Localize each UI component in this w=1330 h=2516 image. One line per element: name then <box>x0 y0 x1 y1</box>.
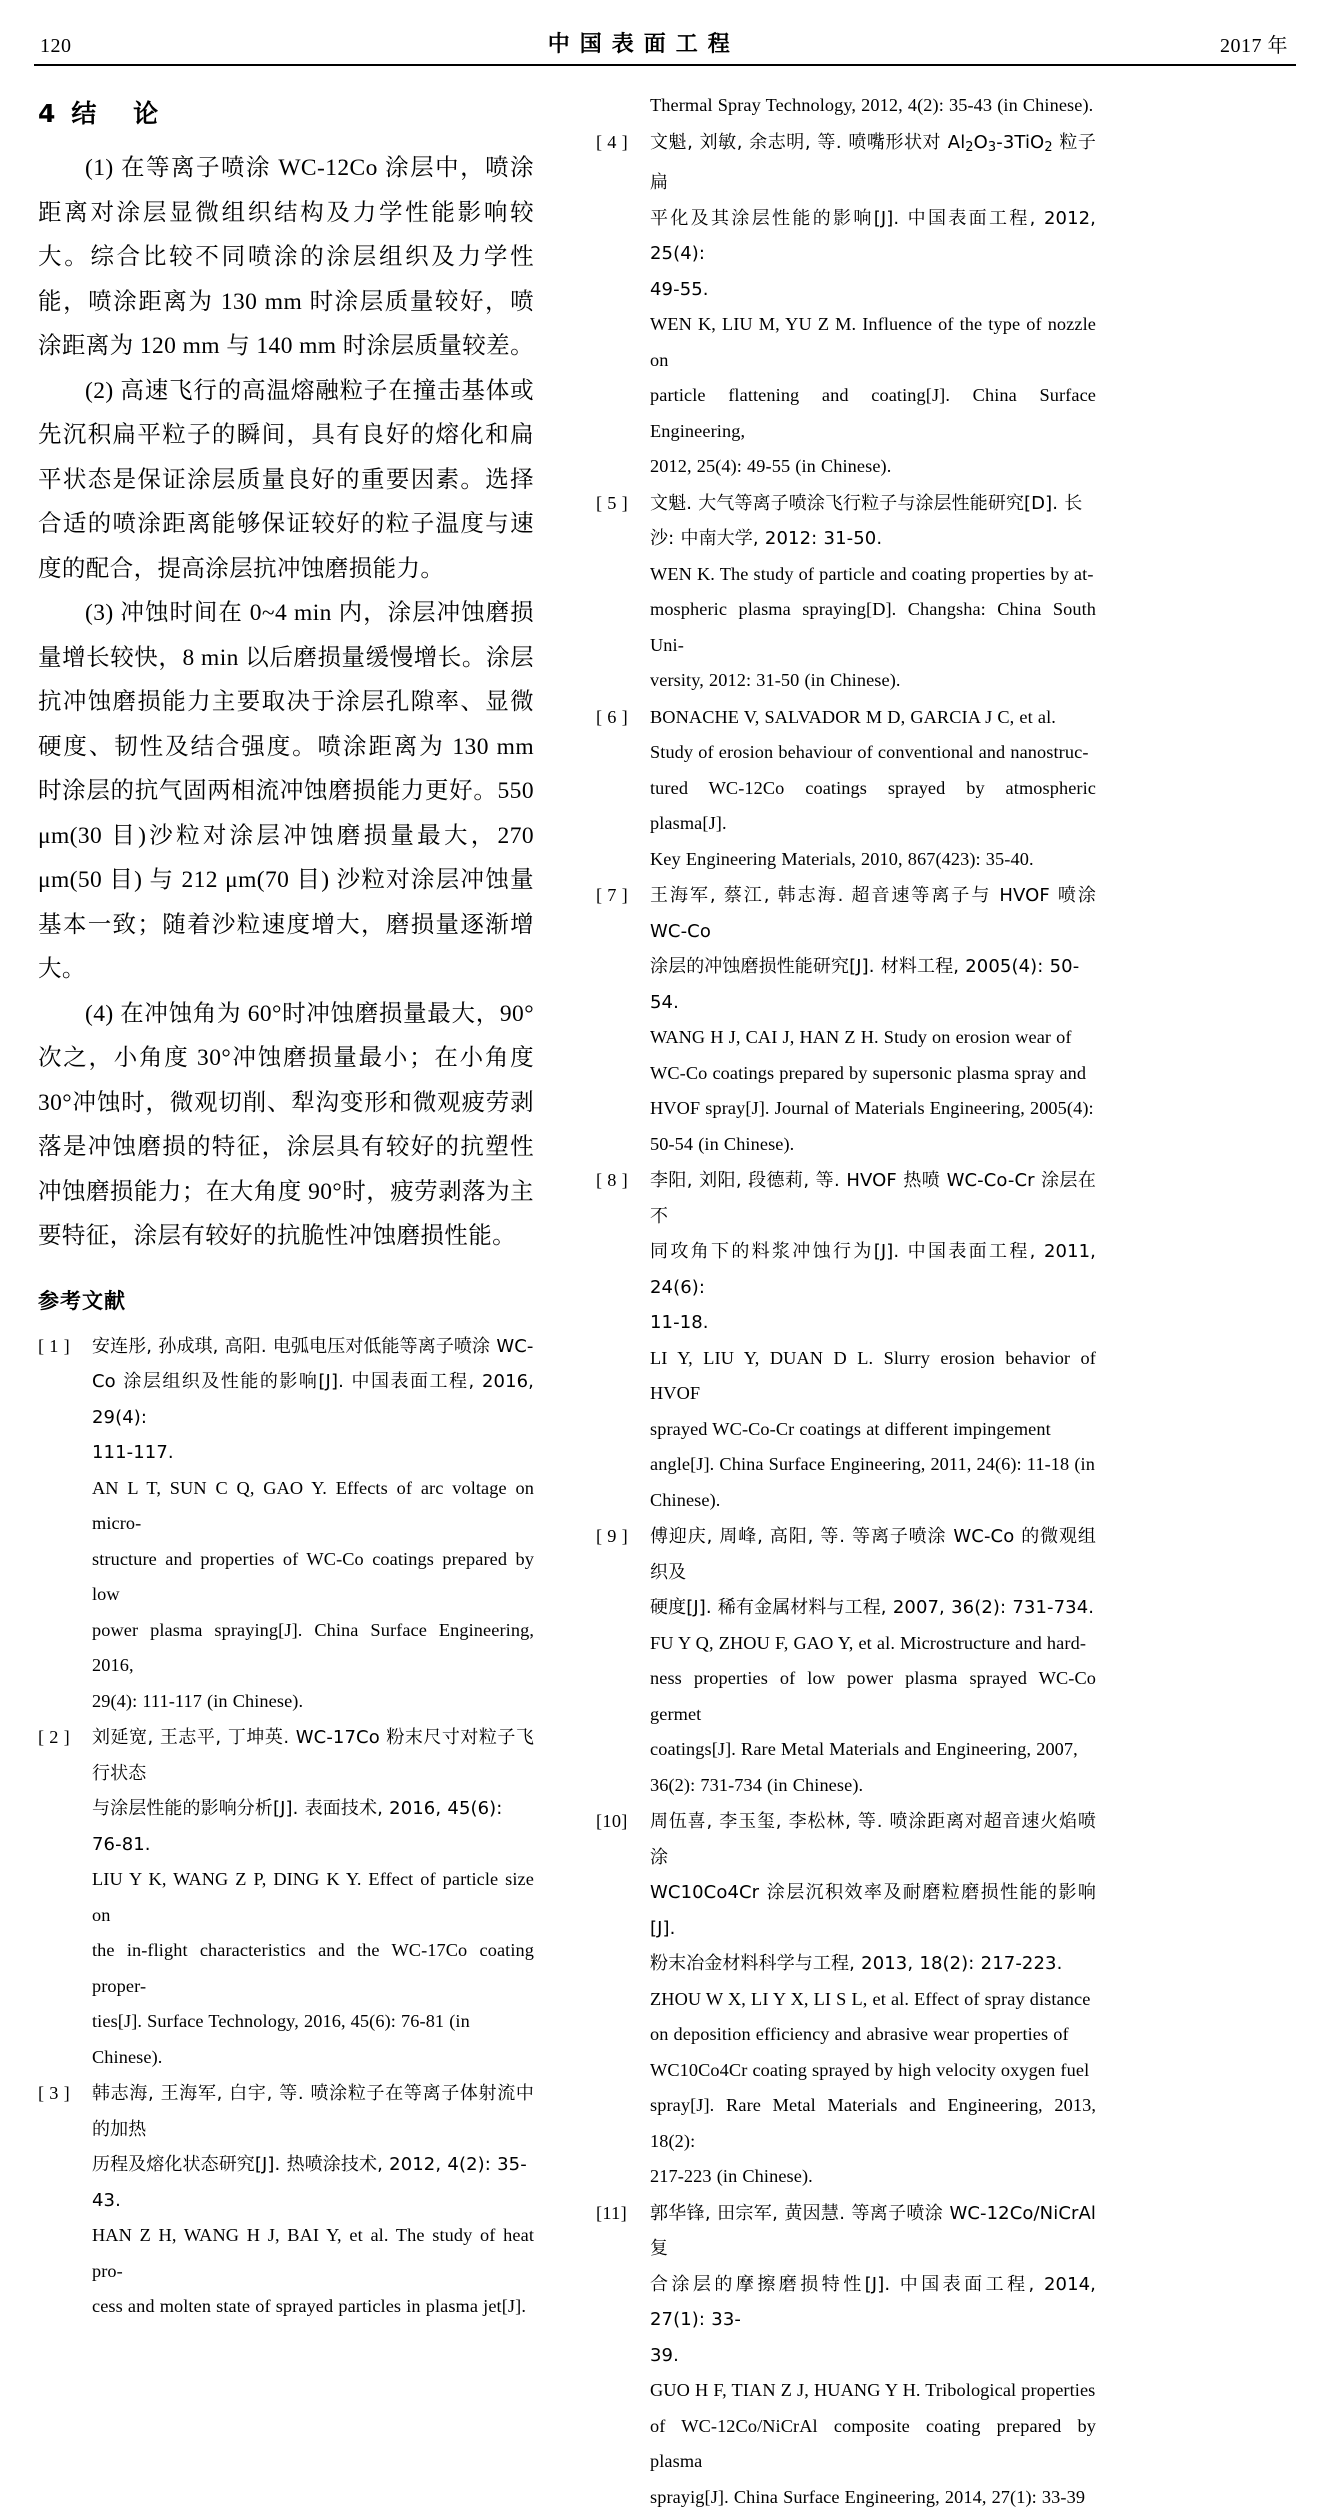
two-column-body <box>34 88 1296 2516</box>
conclusion-paragraph-3: (3) 冲蚀时间在 0~4 min 内，涂层冲蚀磨损量增长较快，8 min 以后磨损量缓慢增长。涂层抗冲蚀磨损能力主要取决于涂层孔隙率、显微硬度、韧性及结合强度。喷涂距离为 130 mm 时涂层的抗气固两相流冲蚀磨损能力更好。550 μm(30 目)沙粒对涂层冲蚀磨损量最大，270 μm(50 目) 与 212 μm(70 目) 沙粒对涂层冲蚀量基本一致；随着沙粒速度增大，磨损量逐渐增大。 <box>38 600 534 982</box>
reference-line: 涂层的冲蚀磨损性能研究[J]. 材料工程, 2005(4): 50-54. <box>650 956 1080 1013</box>
reference-line: FU Y Q, ZHOU F, GAO Y, et al. Microstructure and hard- <box>650 1632 1087 1653</box>
reference-text <box>650 486 1096 699</box>
reference-line: LIU Y K, WANG Z P, DING K Y. Effect of particle size on <box>92 1869 534 1925</box>
reference-line: power plasma spraying[J]. China Surface Engineering, 2016, <box>92 1619 534 1675</box>
reference-line: sprayed WC-Co-Cr coatings at different impingement <box>650 1418 1051 1439</box>
reference-line: particle flattening and coating[J]. China Surface Engineering, <box>650 385 1096 441</box>
reference-text <box>650 2196 1096 2516</box>
reference-entry <box>596 125 1096 485</box>
reference-line: ness properties of low power plasma sprayed WC-Co germet <box>650 1668 1096 1724</box>
section-title: 结 论 <box>71 99 173 128</box>
reference-line: 韩志海, 王海军, 白宇, 等. 喷涂粒子在等离子体射流中的加热 <box>92 2083 534 2140</box>
journal-title: 中国表面工程 <box>547 32 740 57</box>
reference-continuation-body <box>650 88 1096 124</box>
reference-line: 217-223 (in Chinese). <box>650 2166 813 2187</box>
reference-line: sprayig[J]. China Surface Engineering, 2014, 27(1): 33-39 <box>650 2486 1086 2507</box>
reference-line: of WC-12Co/NiCrAl composite coating prepared by plasma <box>650 2415 1096 2472</box>
reference-line: 沙: 中南大学, 2012: 31-50. <box>650 528 883 550</box>
reference-line: WC-Co coatings prepared by supersonic plasma spray and <box>650 1062 1087 1083</box>
reference-number: [ 4 ] <box>596 131 628 152</box>
reference-text <box>92 1720 534 2075</box>
reference-line: 安连彤, 孙成琪, 高阳. 电弧电压对低能等离子喷涂 WC- <box>92 1335 534 1357</box>
reference-number: [ 3 ] <box>38 2083 70 2103</box>
reference-line: Chinese). <box>650 1489 721 1510</box>
reference-line: 50-54 (in Chinese). <box>650 1133 795 1154</box>
reference-line: Thermal Spray Technology, 2012, 4(2): 35-43 (in Chinese). <box>650 95 1094 115</box>
reference-line: 36(2): 731-734 (in Chinese). <box>650 1774 864 1795</box>
reference-number: [ 6 ] <box>596 706 628 727</box>
conclusion-paragraph-2: (2) 高速飞行的高温熔融粒子在撞击基体或先沉积扁平粒子的瞬间，具有良好的熔化和扁平状态是保证涂层质量良好的重要因素。选择合适的喷涂距离能够保证较好的粒子温度与速度的配合，提高涂层抗冲蚀磨损能力。 <box>38 377 534 582</box>
reference-text <box>650 1163 1096 1518</box>
reference-line: mospheric plasma spraying[D]. Changsha: China South Uni- <box>650 599 1096 655</box>
reference-line: 刘延宽, 王志平, 丁坤英. WC-17Co 粉末尺寸对粒子飞行状态 <box>92 1727 534 1784</box>
conclusions-body <box>38 146 534 1259</box>
reference-text <box>92 2076 534 2325</box>
reference-entry <box>38 1329 534 1720</box>
reference-line: angle[J]. China Surface Engineering, 2011, 24(6): 11-18 (in <box>650 1454 1095 1475</box>
reference-line: 历程及熔化状态研究[J]. 热喷涂技术, 2012, 4(2): 35-43. <box>92 2154 527 2211</box>
reference-line: LI Y, LIU Y, DUAN D L. Slurry erosion behavior of HVOF <box>650 1347 1096 1404</box>
right-column <box>596 88 1096 2516</box>
reference-line: on deposition efficiency and abrasive wear properties of <box>650 2024 1069 2045</box>
reference-line: 文魁. 大气等离子喷涂飞行粒子与涂层性能研究[D]. 长 <box>650 492 1083 514</box>
reference-line: 傅迎庆, 周峰, 高阳, 等. 等离子喷涂 WC-Co 的微观组织及 <box>650 1526 1096 1583</box>
reference-text <box>650 125 1096 485</box>
reference-number: [ 5 ] <box>596 492 628 513</box>
reference-line: 硬度[J]. 稀有金属材料与工程, 2007, 36(2): 731-734. <box>650 1597 1095 1619</box>
reference-list-left <box>38 1329 534 2325</box>
reference-line: WEN K. The study of particle and coating properties by at- <box>650 563 1094 584</box>
reference-line: 11-18. <box>650 1312 709 1334</box>
page-number: 120 <box>40 35 72 57</box>
reference-line: WC10Co4Cr 涂层沉积效率及耐磨粒磨损性能的影响[J]. <box>650 1882 1096 1939</box>
reference-entry <box>38 2076 534 2325</box>
reference-line: HVOF spray[J]. Journal of Materials Engineering, 2005(4): <box>650 1098 1094 1119</box>
reference-line: BONACHE V, SALVADOR M D, GARCIA J C, et al. <box>650 706 1056 727</box>
reference-number: [ 1 ] <box>38 1335 70 1356</box>
reference-line: Key Engineering Materials, 2010, 867(423): 35-40. <box>650 848 1034 869</box>
reference-line: 郭华锋, 田宗军, 黄因慧. 等离子喷涂 WC-12Co/NiCrAl 复 <box>650 2202 1096 2260</box>
reference-line: 李阳, 刘阳, 段德莉, 等. HVOF 热喷 WC-Co-Cr 涂层在不 <box>650 1170 1096 1227</box>
reference-number: [11] <box>596 2202 627 2223</box>
references-heading: 参考文献 <box>38 1288 126 1313</box>
reference-text <box>92 1329 534 1720</box>
reference-line: Co 涂层组织及性能的影响[J]. 中国表面工程, 2016, 29(4): <box>92 1371 534 1428</box>
reference-line: 王海军, 蔡江, 韩志海. 超音速等离子与 HVOF 喷涂 WC-Co <box>650 885 1096 942</box>
reference-line: 同攻角下的料浆冲蚀行为[J]. 中国表面工程, 2011, 24(6): <box>650 1241 1096 1298</box>
reference-line: cess and molten state of sprayed particles in plasma jet[J]. <box>92 2296 526 2316</box>
reference-line: HAN Z H, WANG H J, BAI Y, et al. The study of heat pro- <box>92 2225 534 2281</box>
reference-line: GUO H F, TIAN Z J, HUANG Y H. Tribological properties <box>650 2380 1096 2401</box>
page-running-header <box>34 0 1296 58</box>
reference-line: 49-55. <box>650 278 709 300</box>
reference-text <box>650 1519 1096 1803</box>
reference-line: 粉末冶金材料科学与工程, 2013, 18(2): 217-223. <box>650 1953 1063 1975</box>
reference-entry <box>596 2196 1096 2516</box>
reference-list-right <box>596 125 1096 2516</box>
reference-line: Study of erosion behaviour of conventional and nanostruc- <box>650 742 1089 763</box>
reference-entry <box>596 700 1096 878</box>
reference-line: the in-flight characteristics and the WC-17Co coating proper- <box>92 1940 534 1996</box>
reference-continuation <box>596 88 1096 124</box>
reference-line: ZHOU W X, LI Y X, LI S L, et al. Effect of spray distance <box>650 1988 1091 2009</box>
reference-line: 111-117. <box>92 1442 174 1463</box>
reference-number: [ 8 ] <box>596 1170 628 1191</box>
section-heading-conclusions <box>38 94 534 130</box>
publication-year: 2017 年 <box>1219 35 1288 57</box>
conclusion-paragraph-1: (1) 在等离子喷涂 WC-12Co 涂层中，喷涂距离对涂层显微组织结构及力学性能影响较大。综合比较不同喷涂的涂层组织及力学性能，喷涂距离为 130 mm 时涂层质量较好，喷涂距离为 120 mm 与 140 mm 时涂层质量较差。 <box>38 155 534 359</box>
reference-entry <box>38 1720 534 2075</box>
reference-line: ties[J]. Surface Technology, 2016, 45(6): 76-81 (in Chinese). <box>92 2011 470 2067</box>
reference-line: 与涂层性能的影响分析[J]. 表面技术, 2016, 45(6): 76-81. <box>92 1798 503 1855</box>
reference-line: 平化及其涂层性能的影响[J]. 中国表面工程, 2012, 25(4): <box>650 207 1096 265</box>
reference-number: [ 2 ] <box>38 1727 70 1747</box>
reference-entry <box>596 878 1096 1162</box>
reference-line: 周伍喜, 李玉玺, 李松林, 等. 喷涂距离对超音速火焰喷涂 <box>650 1811 1096 1868</box>
reference-line: coatings[J]. Rare Metal Materials and Engineering, 2007, <box>650 1739 1078 1760</box>
reference-line: WEN K, LIU M, YU Z M. Influence of the type of nozzle on <box>650 314 1096 370</box>
reference-entry <box>596 1804 1096 2195</box>
reference-line: 29(4): 111-117 (in Chinese). <box>92 1690 304 1711</box>
reference-entry <box>596 486 1096 699</box>
reference-entry <box>596 1163 1096 1518</box>
reference-number: [ 9 ] <box>596 1526 628 1547</box>
reference-text <box>650 1804 1096 2195</box>
reference-line: versity, 2012: 31-50 (in Chinese). <box>650 670 901 691</box>
section-number: 4 <box>38 99 58 128</box>
reference-entry <box>596 1519 1096 1803</box>
reference-text <box>650 878 1096 1162</box>
reference-line: spray[J]. Rare Metal Materials and Engineering, 2013, 18(2): <box>650 2095 1096 2151</box>
reference-line: WANG H J, CAI J, HAN Z H. Study on erosion wear of <box>650 1027 1072 1048</box>
reference-number: [ 7 ] <box>596 885 628 906</box>
reference-line: 文魁, 刘敏, 余志明, 等. 喷嘴形状对 $Al_2O_3-3TiO_2$ 粒子扁 <box>650 131 1096 194</box>
reference-line: 合涂层的摩擦磨损特性[J]. 中国表面工程, 2014, 27(1): 33- <box>650 2273 1096 2331</box>
reference-line: AN L T, SUN C Q, GAO Y. Effects of arc voltage on micro- <box>92 1477 534 1533</box>
reference-line: tured WC-12Co coatings sprayed by atmospheric plasma[J]. <box>650 777 1096 834</box>
reference-line: 39. <box>650 2344 679 2366</box>
reference-line: structure and properties of WC-Co coatings prepared by low <box>92 1548 534 1604</box>
header-divider <box>34 64 1296 66</box>
reference-line: 2012, 25(4): 49-55 (in Chinese). <box>650 456 892 477</box>
reference-number: [10] <box>596 1811 628 1832</box>
conclusion-paragraph-4: (4) 在冲蚀角为 60°时冲蚀磨损量最大，90°次之，小角度 30°冲蚀磨损量最小；在小角度 30°冲蚀时，微观切削、犁沟变形和微观疲劳剥落是冲蚀磨损的特征，涂层具有较好的抗塑性冲蚀磨损能力；在大角度 90°时，疲劳剥落为主要特征，涂层有较好的抗脆性冲蚀磨损性能。 <box>38 1000 534 1249</box>
reference-text <box>650 700 1096 878</box>
reference-list-right-continued <box>596 88 1096 124</box>
left-column <box>34 88 534 2326</box>
reference-line: WC10Co4Cr coating sprayed by high velocity oxygen fuel <box>650 2059 1090 2080</box>
